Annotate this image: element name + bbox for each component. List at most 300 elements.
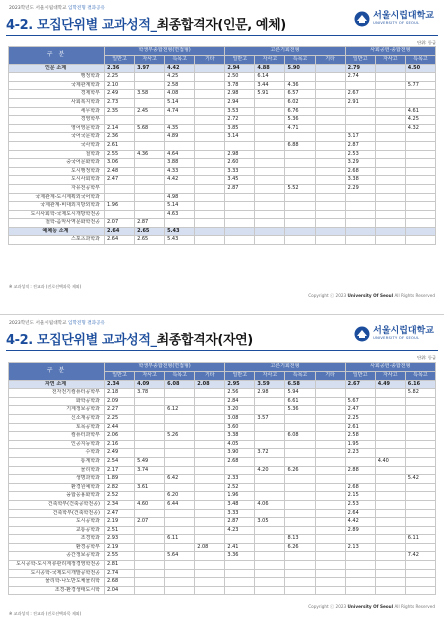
grade-cell: 2.64 [105, 236, 135, 245]
grade-cell [135, 141, 165, 150]
dept-name-cell: 교통공학과 [9, 526, 105, 535]
grade-cell: 2.07 [105, 219, 135, 228]
dept-name-cell: 국제관계-도시계획외국어학과 [9, 193, 105, 202]
grade-cell [255, 133, 285, 142]
grade-cell [135, 167, 165, 176]
copyright-suffix: All Rights Reserved [394, 604, 435, 609]
grade-cell [225, 227, 255, 236]
grade-cell [375, 526, 405, 535]
grade-cell: 2.49 [105, 449, 135, 458]
dept-column-header: 구 분 [9, 363, 105, 381]
grade-cell [105, 184, 135, 193]
grade-cell [405, 73, 435, 82]
grade-cell: 2.47 [105, 509, 135, 518]
table-row [9, 535, 436, 544]
grade-cell [285, 586, 315, 595]
grade-cell: 4.08 [165, 90, 195, 99]
university-emblem-icon [354, 11, 370, 27]
dept-name-cell: 도시사회학과 [9, 176, 105, 185]
grade-cell: 6.76 [285, 107, 315, 116]
dept-name-cell: 경제학부 [9, 90, 105, 99]
grade-cell: 6.61 [285, 397, 315, 406]
grade-cell [375, 449, 405, 458]
grade-cell: 3.97 [135, 64, 165, 73]
grade-cell: 3.88 [165, 159, 195, 168]
grade-cell [405, 210, 435, 219]
grade-cell: 4.42 [165, 176, 195, 185]
grade-cell: 4.23 [225, 526, 255, 535]
grade-cell: 7.42 [405, 552, 435, 561]
grade-cell [135, 184, 165, 193]
grade-cell: 2.98 [225, 90, 255, 99]
grade-cell: 5.36 [285, 116, 315, 125]
grade-cell: 2.81 [105, 561, 135, 570]
subcolumn-header: 기타 [315, 55, 345, 64]
grade-cell [195, 535, 225, 544]
grade-cell: 2.29 [345, 184, 375, 193]
grade-cell: 3.33 [225, 509, 255, 518]
grade-cell: 1.89 [105, 475, 135, 484]
grade-cell: 2.48 [105, 167, 135, 176]
grade-cell [165, 457, 195, 466]
grade-cell [195, 414, 225, 423]
copyright [308, 293, 435, 299]
grade-cell [375, 116, 405, 125]
subtotal-row [9, 380, 436, 389]
grade-cell [255, 535, 285, 544]
grade-cell [195, 492, 225, 501]
grade-cell [315, 116, 345, 125]
grade-cell [195, 457, 225, 466]
grade-cell: 2.53 [345, 150, 375, 159]
grade-cell: 2.94 [225, 98, 255, 107]
grade-cell [195, 432, 225, 441]
grade-cell [195, 569, 225, 578]
table-row [9, 561, 436, 570]
grade-cell [255, 578, 285, 587]
subcolumn-header: 자사고 [135, 55, 165, 64]
header-accent-text: 입학전형 결과공유 [68, 6, 105, 11]
table-row [9, 509, 436, 518]
grade-cell [315, 397, 345, 406]
table-row [9, 176, 436, 185]
group-header-equal-opportunity: 고른기회전형 [225, 47, 345, 56]
grade-cell [315, 73, 345, 82]
grade-cell: 4.36 [285, 81, 315, 90]
grade-cell: 4.06 [255, 500, 285, 509]
table-body [9, 380, 436, 595]
title-main: 최종합격자(인문, 예체) [156, 18, 286, 33]
grade-cell [345, 475, 375, 484]
grade-cell [345, 535, 375, 544]
grade-cell [345, 457, 375, 466]
logo-korean-text: 서울시립대학교 [373, 11, 434, 22]
dept-name-cell: 통계학과 [9, 457, 105, 466]
grade-cell [375, 475, 405, 484]
grade-cell: 2.15 [345, 492, 375, 501]
grade-cell [405, 492, 435, 501]
grade-cell: 2.25 [105, 414, 135, 423]
grade-cell: 2.44 [105, 423, 135, 432]
dept-name-cell: 스포츠과학과 [9, 236, 105, 245]
grade-cell [225, 561, 255, 570]
grade-cell [285, 526, 315, 535]
grade-cell [405, 397, 435, 406]
grade-cell [405, 432, 435, 441]
grade-cell [405, 457, 435, 466]
grade-cell [225, 236, 255, 245]
grade-cell [375, 561, 405, 570]
dept-name-cell: 생명과학과 [9, 475, 105, 484]
grade-cell [315, 440, 345, 449]
grade-cell [285, 569, 315, 578]
grade-cell: 2.41 [225, 543, 255, 552]
grade-cell: 2.53 [345, 500, 375, 509]
grade-cell [285, 475, 315, 484]
grade-cell [135, 569, 165, 578]
grade-cell [195, 184, 225, 193]
grade-cell [255, 526, 285, 535]
table-row [9, 552, 436, 561]
copyright-owner: University Of Seoul [347, 604, 394, 609]
copyright [308, 604, 435, 610]
grade-cell [315, 475, 345, 484]
grade-cell [135, 561, 165, 570]
grade-cell: 4.40 [375, 457, 405, 466]
table-row [9, 518, 436, 527]
grade-cell [405, 167, 435, 176]
grade-cell [165, 518, 195, 527]
grade-cell [405, 509, 435, 518]
grade-cell [285, 176, 315, 185]
grade-cell: 2.13 [345, 543, 375, 552]
title-underline [6, 350, 438, 351]
grade-cell [135, 552, 165, 561]
grade-cell [285, 167, 315, 176]
grade-cell: 2.91 [345, 98, 375, 107]
grade-cell [195, 449, 225, 458]
grade-cell [195, 133, 225, 142]
grade-cell [255, 176, 285, 185]
grade-cell: 2.54 [105, 457, 135, 466]
grade-cell [285, 449, 315, 458]
grade-cell [225, 466, 255, 475]
grade-cell: 4.63 [165, 210, 195, 219]
grade-cell [255, 561, 285, 570]
grade-cell: 2.65 [135, 236, 165, 245]
grade-cell: 6.58 [285, 380, 315, 389]
dept-name-cell: 철학과 [9, 150, 105, 159]
grade-cell [315, 492, 345, 501]
grade-cell [375, 193, 405, 202]
table-row [9, 423, 436, 432]
grade-cell: 3.17 [345, 133, 375, 142]
subcolumn-header: 일반고 [345, 55, 375, 64]
grade-cell: 2.56 [225, 389, 255, 398]
grade-cell [135, 116, 165, 125]
grade-cell [135, 432, 165, 441]
title-main: 최종합격자(자연) [156, 333, 253, 348]
grade-cell: 4.50 [405, 64, 435, 73]
grade-cell: 2.25 [105, 73, 135, 82]
grade-cell: 2.74 [105, 569, 135, 578]
table-row [9, 184, 436, 193]
grade-cell: 3.57 [255, 414, 285, 423]
grade-cell [315, 586, 345, 595]
grade-cell [345, 219, 375, 228]
grade-cell [255, 397, 285, 406]
grade-cell [315, 526, 345, 535]
grade-cell: 2.18 [105, 389, 135, 398]
grade-cell [375, 406, 405, 415]
grade-cell [375, 440, 405, 449]
dept-name-cell: 인문 소계 [9, 64, 105, 73]
unit-label: 단위: 등급 [417, 40, 436, 45]
grade-cell: 5.14 [165, 202, 195, 211]
grade-cell: 3.61 [135, 483, 165, 492]
grade-cell: 2.14 [105, 124, 135, 133]
grade-cell [255, 159, 285, 168]
grade-cell [345, 586, 375, 595]
grade-cell [345, 202, 375, 211]
grade-cell: 2.64 [105, 227, 135, 236]
grade-cell: 2.94 [225, 64, 255, 73]
grade-cell: 3.38 [225, 432, 255, 441]
grade-cell: 2.50 [225, 73, 255, 82]
page-title [6, 329, 253, 348]
grade-cell: 1.95 [345, 440, 375, 449]
grade-cell [135, 509, 165, 518]
subcolumn-header: 자사고 [375, 371, 405, 380]
grade-cell [405, 150, 435, 159]
grade-cell [195, 124, 225, 133]
table-row [9, 219, 436, 228]
grade-cell [225, 535, 255, 544]
grade-cell: 3.72 [255, 449, 285, 458]
grade-cell: 2.04 [105, 586, 135, 595]
grade-cell [315, 202, 345, 211]
grade-cell: 2.35 [105, 107, 135, 116]
grade-cell: 6.14 [255, 73, 285, 82]
grade-cell [345, 107, 375, 116]
grade-cell: 2.47 [105, 176, 135, 185]
grade-cell [375, 210, 405, 219]
grade-cell [285, 518, 315, 527]
grade-cell: 2.36 [105, 133, 135, 142]
grade-cell: 3.33 [225, 167, 255, 176]
grade-cell [195, 116, 225, 125]
grade-cell [285, 500, 315, 509]
grade-cell [405, 176, 435, 185]
dept-name-cell: 환경원예학과 [9, 483, 105, 492]
grade-cell [405, 141, 435, 150]
grade-cell [315, 578, 345, 587]
grade-cell [225, 569, 255, 578]
grade-cell [375, 90, 405, 99]
grade-cell [315, 483, 345, 492]
grade-cell: 2.65 [135, 227, 165, 236]
subcolumn-header: 특목고 [165, 55, 195, 64]
group-header-social-contribution: 사회공헌·종합전형 [345, 363, 435, 372]
grade-cell: 6.57 [285, 90, 315, 99]
table-row [9, 586, 436, 595]
grade-cell: 6.26 [285, 543, 315, 552]
dept-name-cell: 신소재공학과 [9, 414, 105, 423]
grade-cell [375, 397, 405, 406]
table-row [9, 73, 436, 82]
grade-cell: 2.17 [105, 466, 135, 475]
grade-cell [285, 219, 315, 228]
grade-cell [285, 159, 315, 168]
grade-cell [195, 167, 225, 176]
grade-cell [195, 176, 225, 185]
grade-cell: 2.68 [105, 578, 135, 587]
grade-cell: 6.12 [165, 406, 195, 415]
grade-cell [195, 578, 225, 587]
grade-cell [195, 219, 225, 228]
dept-name-cell: 수학과 [9, 449, 105, 458]
grade-cell [375, 202, 405, 211]
dept-name-cell: 영어영문학과 [9, 124, 105, 133]
dept-name-cell: 국제관계-비대외지방외학과 [9, 202, 105, 211]
grade-cell: 2.49 [105, 90, 135, 99]
dept-name-cell: 물리학-나노반도체물리학 [9, 578, 105, 587]
grade-cell: 2.67 [345, 380, 375, 389]
grade-cell [135, 475, 165, 484]
grade-cell [255, 440, 285, 449]
grade-cell [195, 518, 225, 527]
grade-cell [405, 133, 435, 142]
grade-cell [165, 397, 195, 406]
title-prefix: 4-2. 모집단위별 교과성적_ [6, 333, 157, 348]
grade-cell: 2.60 [225, 159, 255, 168]
grade-cell [195, 466, 225, 475]
grade-cell [405, 586, 435, 595]
grade-cell: 2.87 [135, 219, 165, 228]
grade-cell: 2.45 [135, 107, 165, 116]
grade-cell: 1.96 [225, 492, 255, 501]
grade-cell: 2.68 [225, 457, 255, 466]
grade-cell: 2.87 [345, 141, 375, 150]
dept-name-cell: 경영학부 [9, 116, 105, 125]
grade-cell [165, 423, 195, 432]
grade-cell [315, 107, 345, 116]
grade-cell [135, 449, 165, 458]
grade-cell [315, 150, 345, 159]
dept-name-cell: 컴퓨터과학부 [9, 432, 105, 441]
grade-cell: 5.49 [135, 457, 165, 466]
grade-cell: 5.68 [135, 124, 165, 133]
grade-cell [375, 466, 405, 475]
grade-cell: 2.08 [195, 543, 225, 552]
table-row [9, 526, 436, 535]
grade-cell [165, 569, 195, 578]
grade-cell: 3.78 [135, 389, 165, 398]
subcolumn-header: 자사고 [255, 371, 285, 380]
dept-name-cell: 국제관계학과 [9, 81, 105, 90]
grade-cell: 3.45 [225, 176, 255, 185]
grade-cell [405, 236, 435, 245]
page-title [6, 14, 286, 33]
grade-cell: 2.36 [105, 64, 135, 73]
grade-cell [405, 184, 435, 193]
grade-cell [255, 569, 285, 578]
subcolumn-header: 일반고 [105, 371, 135, 380]
grade-cell: 2.06 [105, 432, 135, 441]
table-row [9, 389, 436, 398]
grade-cell [165, 578, 195, 587]
university-logo [354, 326, 434, 342]
unit-label: 단위: 등급 [417, 355, 436, 360]
grade-cell: 2.95 [225, 380, 255, 389]
grade-cell [135, 210, 165, 219]
grade-cell [345, 569, 375, 578]
grade-cell: 3.36 [225, 552, 255, 561]
grade-cell [375, 569, 405, 578]
table-row [9, 449, 436, 458]
grade-cell [285, 73, 315, 82]
grade-cell [225, 202, 255, 211]
grade-cell: 2.87 [225, 518, 255, 527]
grade-cell [345, 389, 375, 398]
grade-cell [255, 202, 285, 211]
grade-cell [135, 176, 165, 185]
grade-cell [255, 543, 285, 552]
table-row [9, 578, 436, 587]
grade-cell [405, 227, 435, 236]
grade-cell [255, 167, 285, 176]
grade-cell [375, 124, 405, 133]
dept-name-cell: 인공지능학과 [9, 440, 105, 449]
grade-cell [165, 414, 195, 423]
page-humanities [0, 0, 444, 313]
grade-cell [195, 509, 225, 518]
grade-cell [315, 98, 345, 107]
grade-cell: 2.82 [105, 483, 135, 492]
grade-cell [135, 98, 165, 107]
grade-cell [255, 432, 285, 441]
grade-cell [195, 107, 225, 116]
logo-korean-text: 서울시립대학교 [373, 326, 434, 337]
grade-cell [375, 543, 405, 552]
grade-cell [405, 526, 435, 535]
grade-cell [285, 414, 315, 423]
grade-cell [285, 236, 315, 245]
grade-cell: 5.36 [285, 406, 315, 415]
dept-name-cell: 철학-음악사역문화학전공 [9, 219, 105, 228]
grade-cell [195, 81, 225, 90]
grade-cell [285, 457, 315, 466]
grade-cell [405, 518, 435, 527]
grade-cell [135, 406, 165, 415]
grade-cell [405, 159, 435, 168]
grade-cell: 1.96 [105, 202, 135, 211]
grade-cell [225, 193, 255, 202]
table-row [9, 483, 436, 492]
grade-cell: 3.29 [345, 159, 375, 168]
grade-cell: 4.33 [165, 167, 195, 176]
grade-cell [375, 227, 405, 236]
page-header-small [9, 320, 105, 326]
dept-name-cell: 국어국문학과 [9, 133, 105, 142]
grade-cell [285, 227, 315, 236]
grade-cell [375, 492, 405, 501]
grade-cell [315, 432, 345, 441]
grade-cell [345, 81, 375, 90]
dept-name-cell: 자연 소계 [9, 380, 105, 389]
dept-name-cell: 중국어문화학과 [9, 159, 105, 168]
dept-name-cell: 조경-환경생태도시학 [9, 586, 105, 595]
